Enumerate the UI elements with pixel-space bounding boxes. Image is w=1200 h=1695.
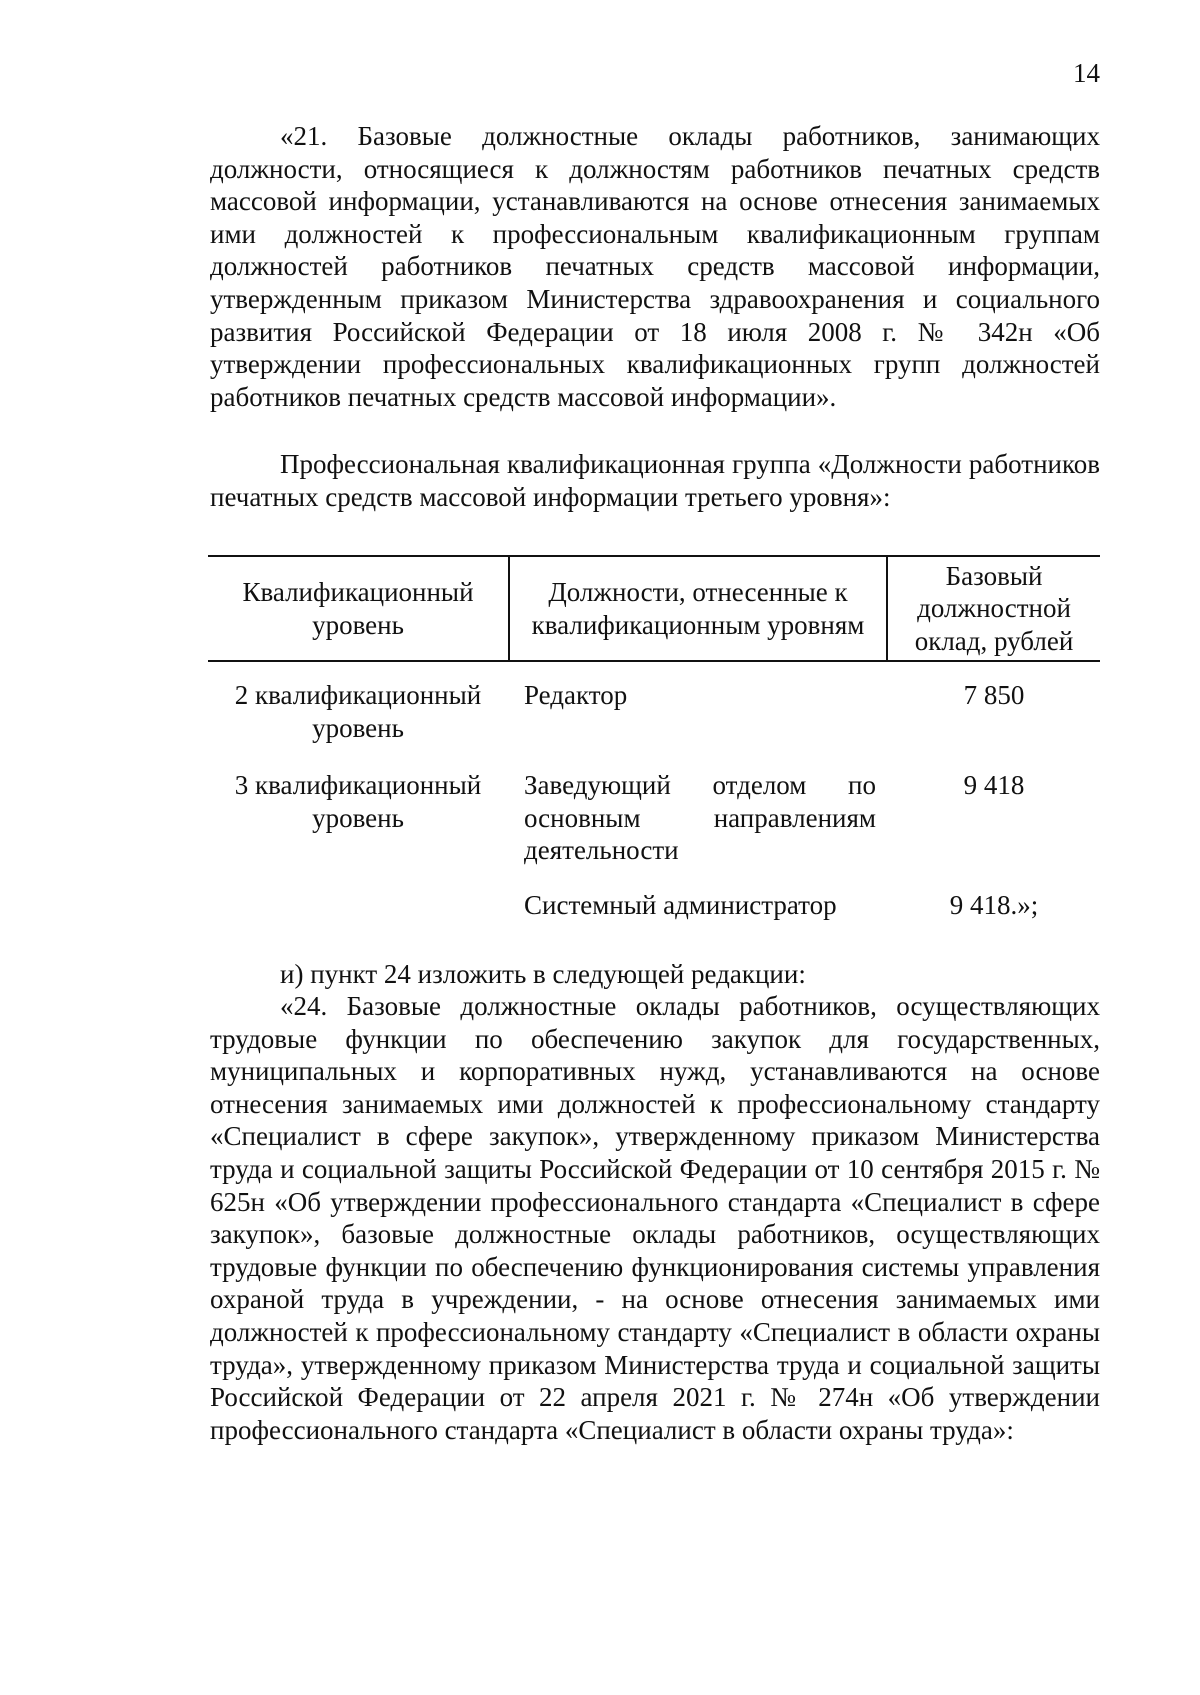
qualification-table (208, 555, 1100, 920)
amendment-item-i: и) пункт 24 изложить в следующей редакции: (280, 959, 806, 989)
paragraph-24: «24. Базовые должностные оклады работников, осуществляющих трудовые функции по обеспечению закупок для государственных, муниципальных и корпоративных нужд, устанавливаются на основе отнесения занимаемых ими должностей к профессиональному стандарту «Специалист в сфере закупок», утвержденному приказом Министерства труда и социальной защиты Российской Федерации от 10 сентября 2015 г. № 625н «Об утверждении профессионального стандарта «Специалист в сфере закупок», базовые должностные оклады работников, осуществляющих трудовые функции по обеспечению функционирования системы управления охраной труда в учреждении, - на основе отнесения занимаемых ими должностей к профессиональному стандарту «Специалист в области охраны труда», утвержденному приказом Министерства труда и социальной защиты Российской Федерации от 22 апреля 2021 г. № 274н «Об утверждении профессионального стандарта «Специалист в области охраны труда»: (210, 991, 1100, 1445)
page-number: 14 (1073, 58, 1100, 88)
position-title: Заведующий отделом по основным направлениям деятельности (524, 770, 876, 866)
position-title: Системный администратор (524, 890, 837, 920)
position-title: Редактор (524, 680, 628, 710)
row-positions (524, 679, 876, 712)
row-salary: 9 418 (963, 770, 1025, 800)
table-header (208, 555, 1100, 662)
row-salary: 9 418.»; (949, 890, 1039, 920)
header-level: Квалификационный уровень (242, 576, 474, 640)
paragraph-21: «21. Базовые должностные оклады работников, занимающих должности, относящиеся к должностям работников печатных средств массовой информации, устанавливаются на основе отнесения занимаемых ими должностей к профессиональным квалификационным группам должностей работников печатных средств массовой информации, утвержденным приказом Министерства здравоохранения и социального развития Российской Федерации от 18 июля 2008 г. № 342н «Об утверждении профессиональных квалификационных групп должностей работников печатных средств массовой информации». (210, 121, 1100, 412)
row-positions (524, 889, 876, 922)
row-level: 2 квалификационный уровень (234, 680, 482, 743)
row-salary: 7 850 (963, 680, 1025, 710)
row-positions (524, 769, 876, 867)
header-salary: Базовый должностной оклад, рублей (914, 560, 1074, 656)
header-positions: Должности, отнесенные к квалификационным уровням (531, 576, 865, 640)
qualification-group-caption: Профессиональная квалификационная группа «Должности работников печатных средств массовой информации третьего уровня»: (210, 449, 1100, 512)
row-level: 3 квалификационный уровень (234, 770, 482, 833)
